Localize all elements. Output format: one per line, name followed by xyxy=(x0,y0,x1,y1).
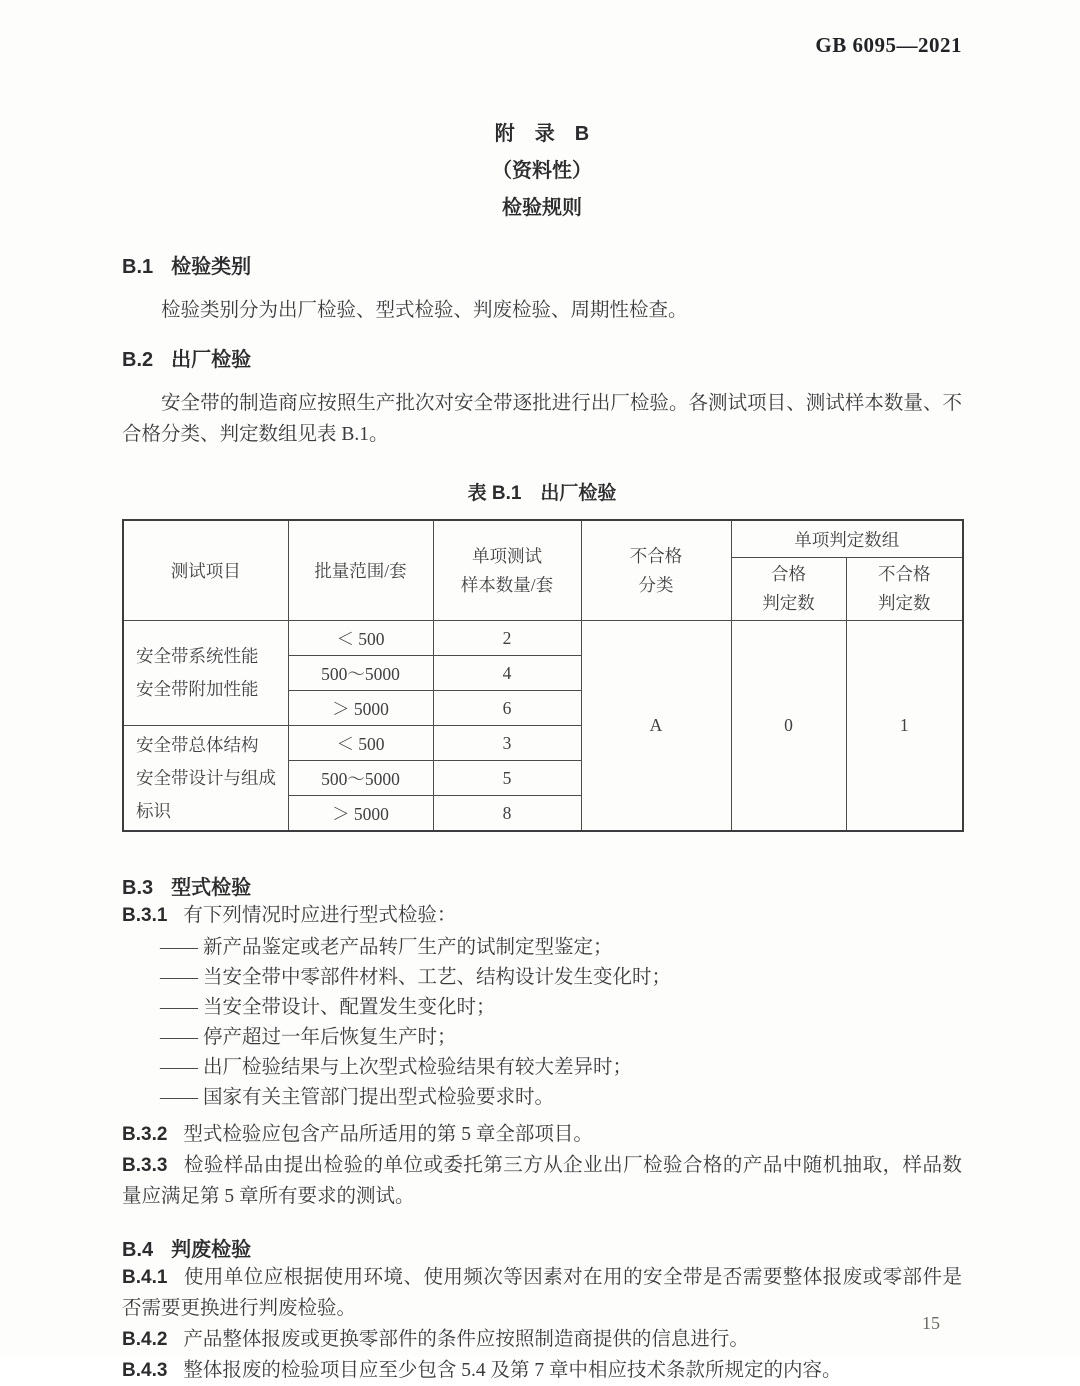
batch-range-cell: ＜ 500 xyxy=(288,621,433,656)
list-item xyxy=(122,1083,962,1113)
sample-qty-cell: 4 xyxy=(433,656,581,691)
dash-marker: —— xyxy=(160,937,197,958)
clause-b32 xyxy=(122,1119,962,1150)
col-header-defect-line1: 不合格 xyxy=(629,545,683,566)
batch-range-cell: ＞ 5000 xyxy=(288,691,433,726)
test-item-group-2 xyxy=(123,726,288,832)
clause-text: 有下列情况时应进行型式检验： xyxy=(183,905,457,926)
clause-number: B.3.3 xyxy=(122,1155,168,1176)
section-title: 检验类别 xyxy=(171,256,252,278)
section-number: B.4 xyxy=(122,1239,154,1261)
clause-b31 xyxy=(122,900,962,931)
list-item xyxy=(122,963,962,993)
list-item xyxy=(122,1023,962,1053)
col-header-sample-qty-line1: 单项测试 xyxy=(472,545,542,566)
list-item xyxy=(122,1053,962,1083)
section-heading-b2 xyxy=(122,348,962,372)
clause-b42 xyxy=(122,1324,962,1355)
section-number: B.2 xyxy=(122,349,154,371)
dash-marker: —— xyxy=(160,997,197,1018)
table-row xyxy=(123,621,963,656)
list-item xyxy=(122,993,962,1023)
col-header-sample-qty-line2: 样本数量/套 xyxy=(460,574,554,595)
table-b1-factory-inspection xyxy=(122,519,964,832)
reject-number-cell: 1 xyxy=(846,621,963,832)
section-heading-b1 xyxy=(122,255,962,279)
appendix-title-block xyxy=(122,116,962,227)
paragraph-b2: 安全带的制造商应按照生产批次对安全带逐批进行出厂检验。各测试项目、测试样本数量、不合格分类、判定数组见表 B.1。 xyxy=(122,393,962,445)
batch-range-cell: ＜ 500 xyxy=(288,726,433,761)
test-item-line: 安全带总体结构 xyxy=(136,734,259,755)
batch-range-cell: 500～5000 xyxy=(288,656,433,691)
list-item-text: 新产品鉴定或老产品转厂生产的试制定型鉴定； xyxy=(203,937,613,958)
clause-b43 xyxy=(122,1355,962,1386)
col-header-reject-number xyxy=(846,558,963,621)
section-heading-b3 xyxy=(122,876,962,900)
list-item-text: 出厂检验结果与上次型式检验结果有较大差异时； xyxy=(203,1057,633,1078)
sample-qty-cell: 3 xyxy=(433,726,581,761)
batch-range-cell: ＞ 5000 xyxy=(288,796,433,832)
test-item-line: 安全带附加性能 xyxy=(136,679,259,699)
batch-range-cell: 500～5000 xyxy=(288,761,433,796)
page-number: 15 xyxy=(922,1313,940,1333)
col-header-batch-range: 批量范围/套 xyxy=(288,520,433,621)
defect-class-cell: A xyxy=(581,621,731,832)
clause-number: B.4.2 xyxy=(122,1329,168,1350)
clause-number: B.3.1 xyxy=(122,905,168,926)
clause-number: B.3.2 xyxy=(122,1124,168,1145)
sample-qty-cell: 5 xyxy=(433,761,581,796)
list-item-text: 国家有关主管部门提出型式检验要求时。 xyxy=(203,1087,555,1108)
dash-marker: —— xyxy=(160,1027,197,1048)
col-header-test-item: 测试项目 xyxy=(123,520,288,621)
sample-qty-cell: 8 xyxy=(433,796,581,832)
page-content xyxy=(122,0,962,1386)
clause-text: 使用单位应根据使用环境、使用频次等因素对在用的安全带是否需要整体报废或零部件是否需要更换进行判废检验。 xyxy=(122,1267,962,1319)
list-item-text: 当安全带中零部件材料、工艺、结构设计发生变化时； xyxy=(203,967,672,988)
clause-number: B.4.1 xyxy=(122,1267,168,1288)
b31-dash-list xyxy=(122,933,962,1113)
dash-marker: —— xyxy=(160,1057,197,1078)
appendix-subject: 检验规则 xyxy=(502,197,582,219)
clause-number: B.4.3 xyxy=(122,1360,168,1381)
col-header-accept-line2: 判定数 xyxy=(762,593,815,613)
dash-marker: —— xyxy=(160,1087,197,1108)
clause-text: 整体报废的检验项目应至少包含 5.4 及第 7 章中相应技术条款所规定的内容。 xyxy=(183,1360,842,1381)
col-header-reject-line1: 不合格 xyxy=(878,564,931,584)
clause-b41 xyxy=(122,1262,962,1324)
test-item-group-1 xyxy=(123,621,288,726)
col-header-defect-class xyxy=(581,520,731,621)
section-title: 出厂检验 xyxy=(171,349,252,371)
col-header-accept-number xyxy=(731,558,846,621)
sample-qty-cell: 2 xyxy=(433,621,581,656)
section-number: B.3 xyxy=(122,877,154,899)
test-item-line: 标识 xyxy=(136,800,171,821)
clause-text: 检验样品由提出检验的单位或委托第三方从企业出厂检验合格的产品中随机抽取，样品数量应满足第 5 章所有要求的测试。 xyxy=(122,1155,962,1207)
dash-marker: —— xyxy=(160,967,197,988)
section-title: 判废检验 xyxy=(171,1239,252,1261)
standard-number: GB 6095—2021 xyxy=(815,33,962,57)
list-item-text: 当安全带设计、配置发生变化时； xyxy=(203,997,496,1018)
sample-qty-cell: 6 xyxy=(433,691,581,726)
paragraph-b1: 检验类别分为出厂检验、型式检验、判废检验、周期性检查。 xyxy=(161,300,688,321)
list-item xyxy=(122,933,962,963)
col-header-judgement-group: 单项判定数组 xyxy=(731,520,963,558)
appendix-label: 附 录 B xyxy=(494,123,590,145)
table-caption: 表 B.1 出厂检验 xyxy=(467,483,617,504)
section-title: 型式检验 xyxy=(171,877,252,899)
section-heading-b4 xyxy=(122,1238,962,1262)
section-number: B.1 xyxy=(122,256,154,278)
col-header-defect-line2: 分类 xyxy=(638,574,674,595)
clause-text: 产品整体报废或更换零部件的条件应按照制造商提供的信息进行。 xyxy=(183,1329,749,1350)
clause-b33 xyxy=(122,1150,962,1212)
accept-number-cell: 0 xyxy=(731,621,846,832)
test-item-line: 安全带设计与组成 xyxy=(136,767,276,788)
test-item-line: 安全带系统性能 xyxy=(136,646,259,666)
col-header-accept-line1: 合格 xyxy=(771,564,806,584)
appendix-type: （资料性） xyxy=(492,160,592,182)
clause-text: 型式检验应包含产品所适用的第 5 章全部项目。 xyxy=(183,1124,593,1145)
col-header-reject-line2: 判定数 xyxy=(878,593,931,613)
table-header-row-1 xyxy=(123,520,963,558)
list-item-text: 停产超过一年后恢复生产时； xyxy=(203,1027,457,1048)
col-header-sample-qty xyxy=(433,520,581,621)
